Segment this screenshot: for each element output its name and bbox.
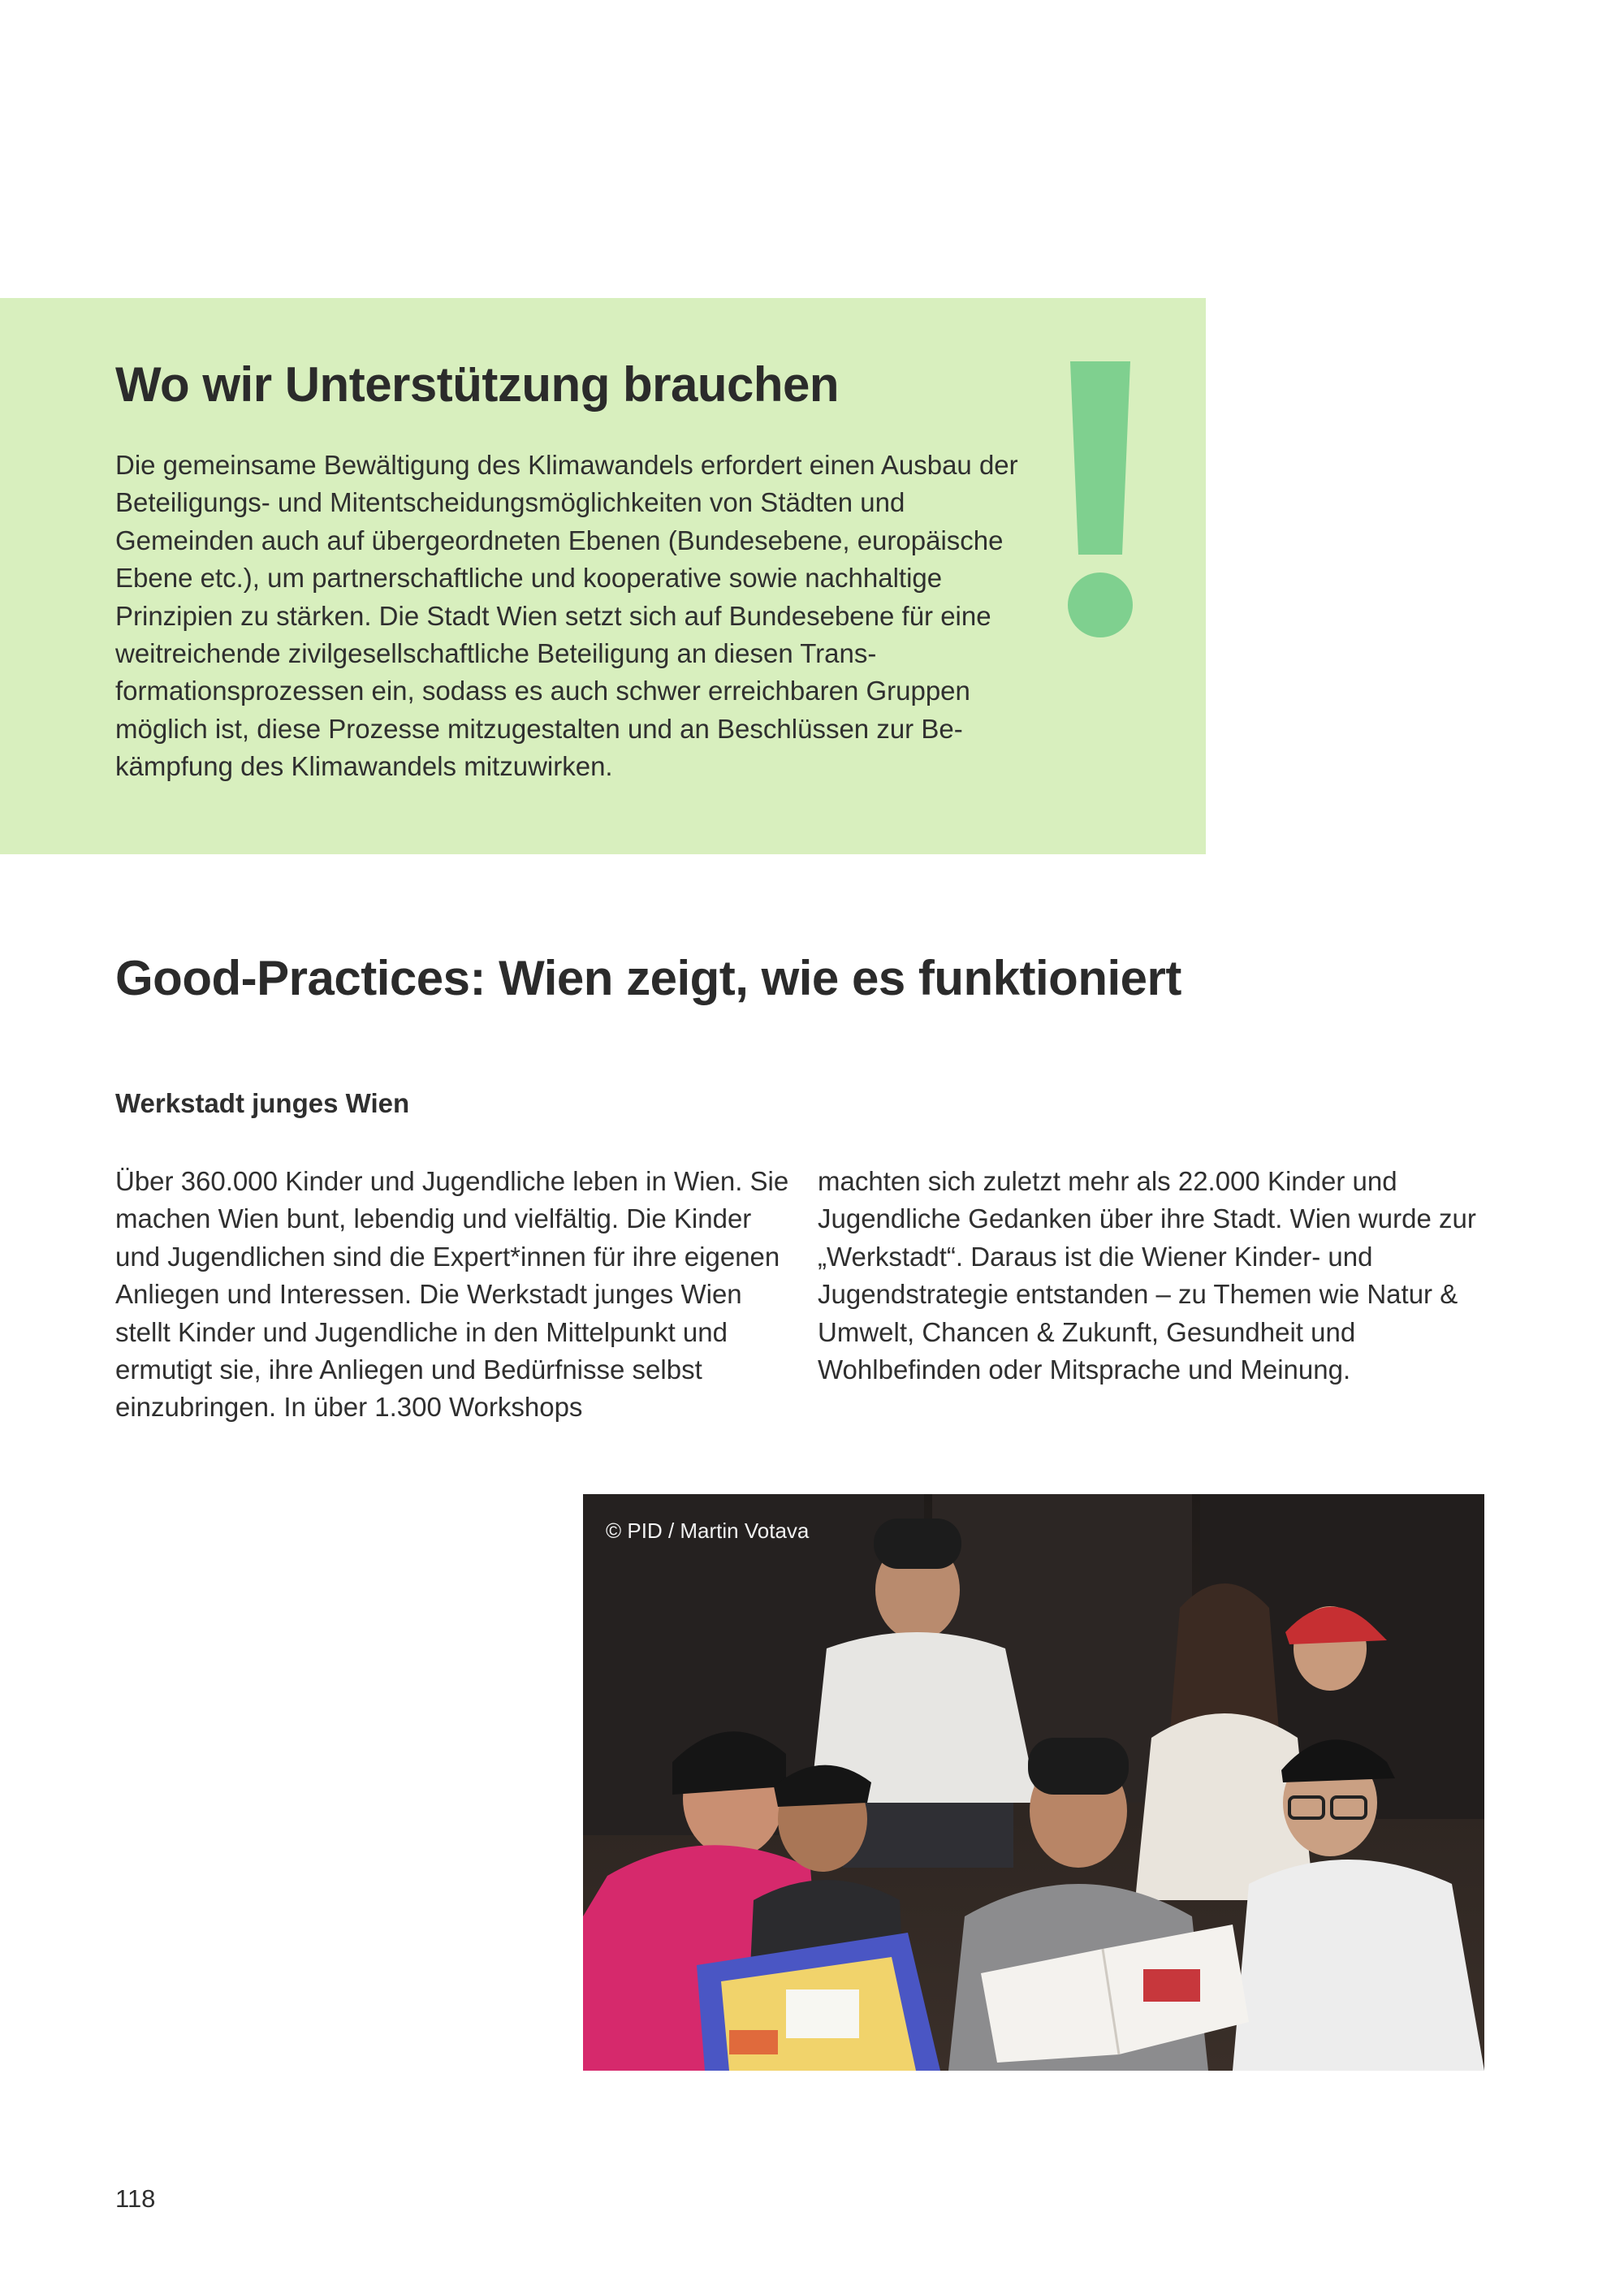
callout-box [0,298,1206,854]
photo-illustration [583,1494,1484,2071]
photo-credit: © PID / Martin Votava [606,1519,810,1543]
subheading: Werkstadt junges Wien [115,1088,410,1118]
photo-workshop [583,1494,1484,2071]
callout-body: Die gemeinsame Bewältigung des Klimawandels erfordert einen Ausbau der Beteiligungs- und Mitentscheidungsmöglichkeiten von Städten und Gemeinden auch auf übergeordneten Ebenen (Bundesebene, europäische Ebene etc.), um partnerschaftliche und kooperative sowie nachhaltige Prinzipien zu stärken. Die Stadt Wien setzt sich auf Bundesebene für eine weitreichende zivilgesellschaftliche Beteiligung an diesen Transformationsprozessen ein, sodass es auch schwer erreichbaren Gruppen möglich ist, diese Prozesse mitzugestalten und an Beschlüssen zur Bekämpfung des Klimawandels mitzuwirken. [115,450,1018,782]
page-number: 118 [115,2184,156,2213]
section-title: Good-Practices: Wien zeigt, wie es funktioniert [115,951,1181,1005]
body-column-right: machten sich zuletzt mehr als 22.000 Kinder und Jugendliche Gedanken über ihre Stadt. Wien wurde zur „Werkstadt“. Daraus ist die Wiener Kinder- und Jugendstrategie entstanden – zu Themen wie Natur & Umwelt, Chancen & Zukunft, Gesundheit und Wohlbefinden oder Mitsprache und Meinung. [818,1166,1476,1385]
exclamation-icon [1065,361,1135,637]
body-column-left: Über 360.000 Kinder und Jugendliche leben in Wien. Sie machen Wien bunt, lebendig und vielfältig. Die Kinder und Jugendlichen sind die Expert*innen für ihre eigenen Anliegen und Interessen. Die Werkstadt junges Wien stellt Kinder und Jugendliche in den Mittelpunkt und ermutigt sie, ihre Anliegen und Bedürfnisse selbst einzubringen. In über 1.300 Workshops [115,1166,789,1423]
callout-title: Wo wir Unterstützung brauchen [115,357,840,412]
